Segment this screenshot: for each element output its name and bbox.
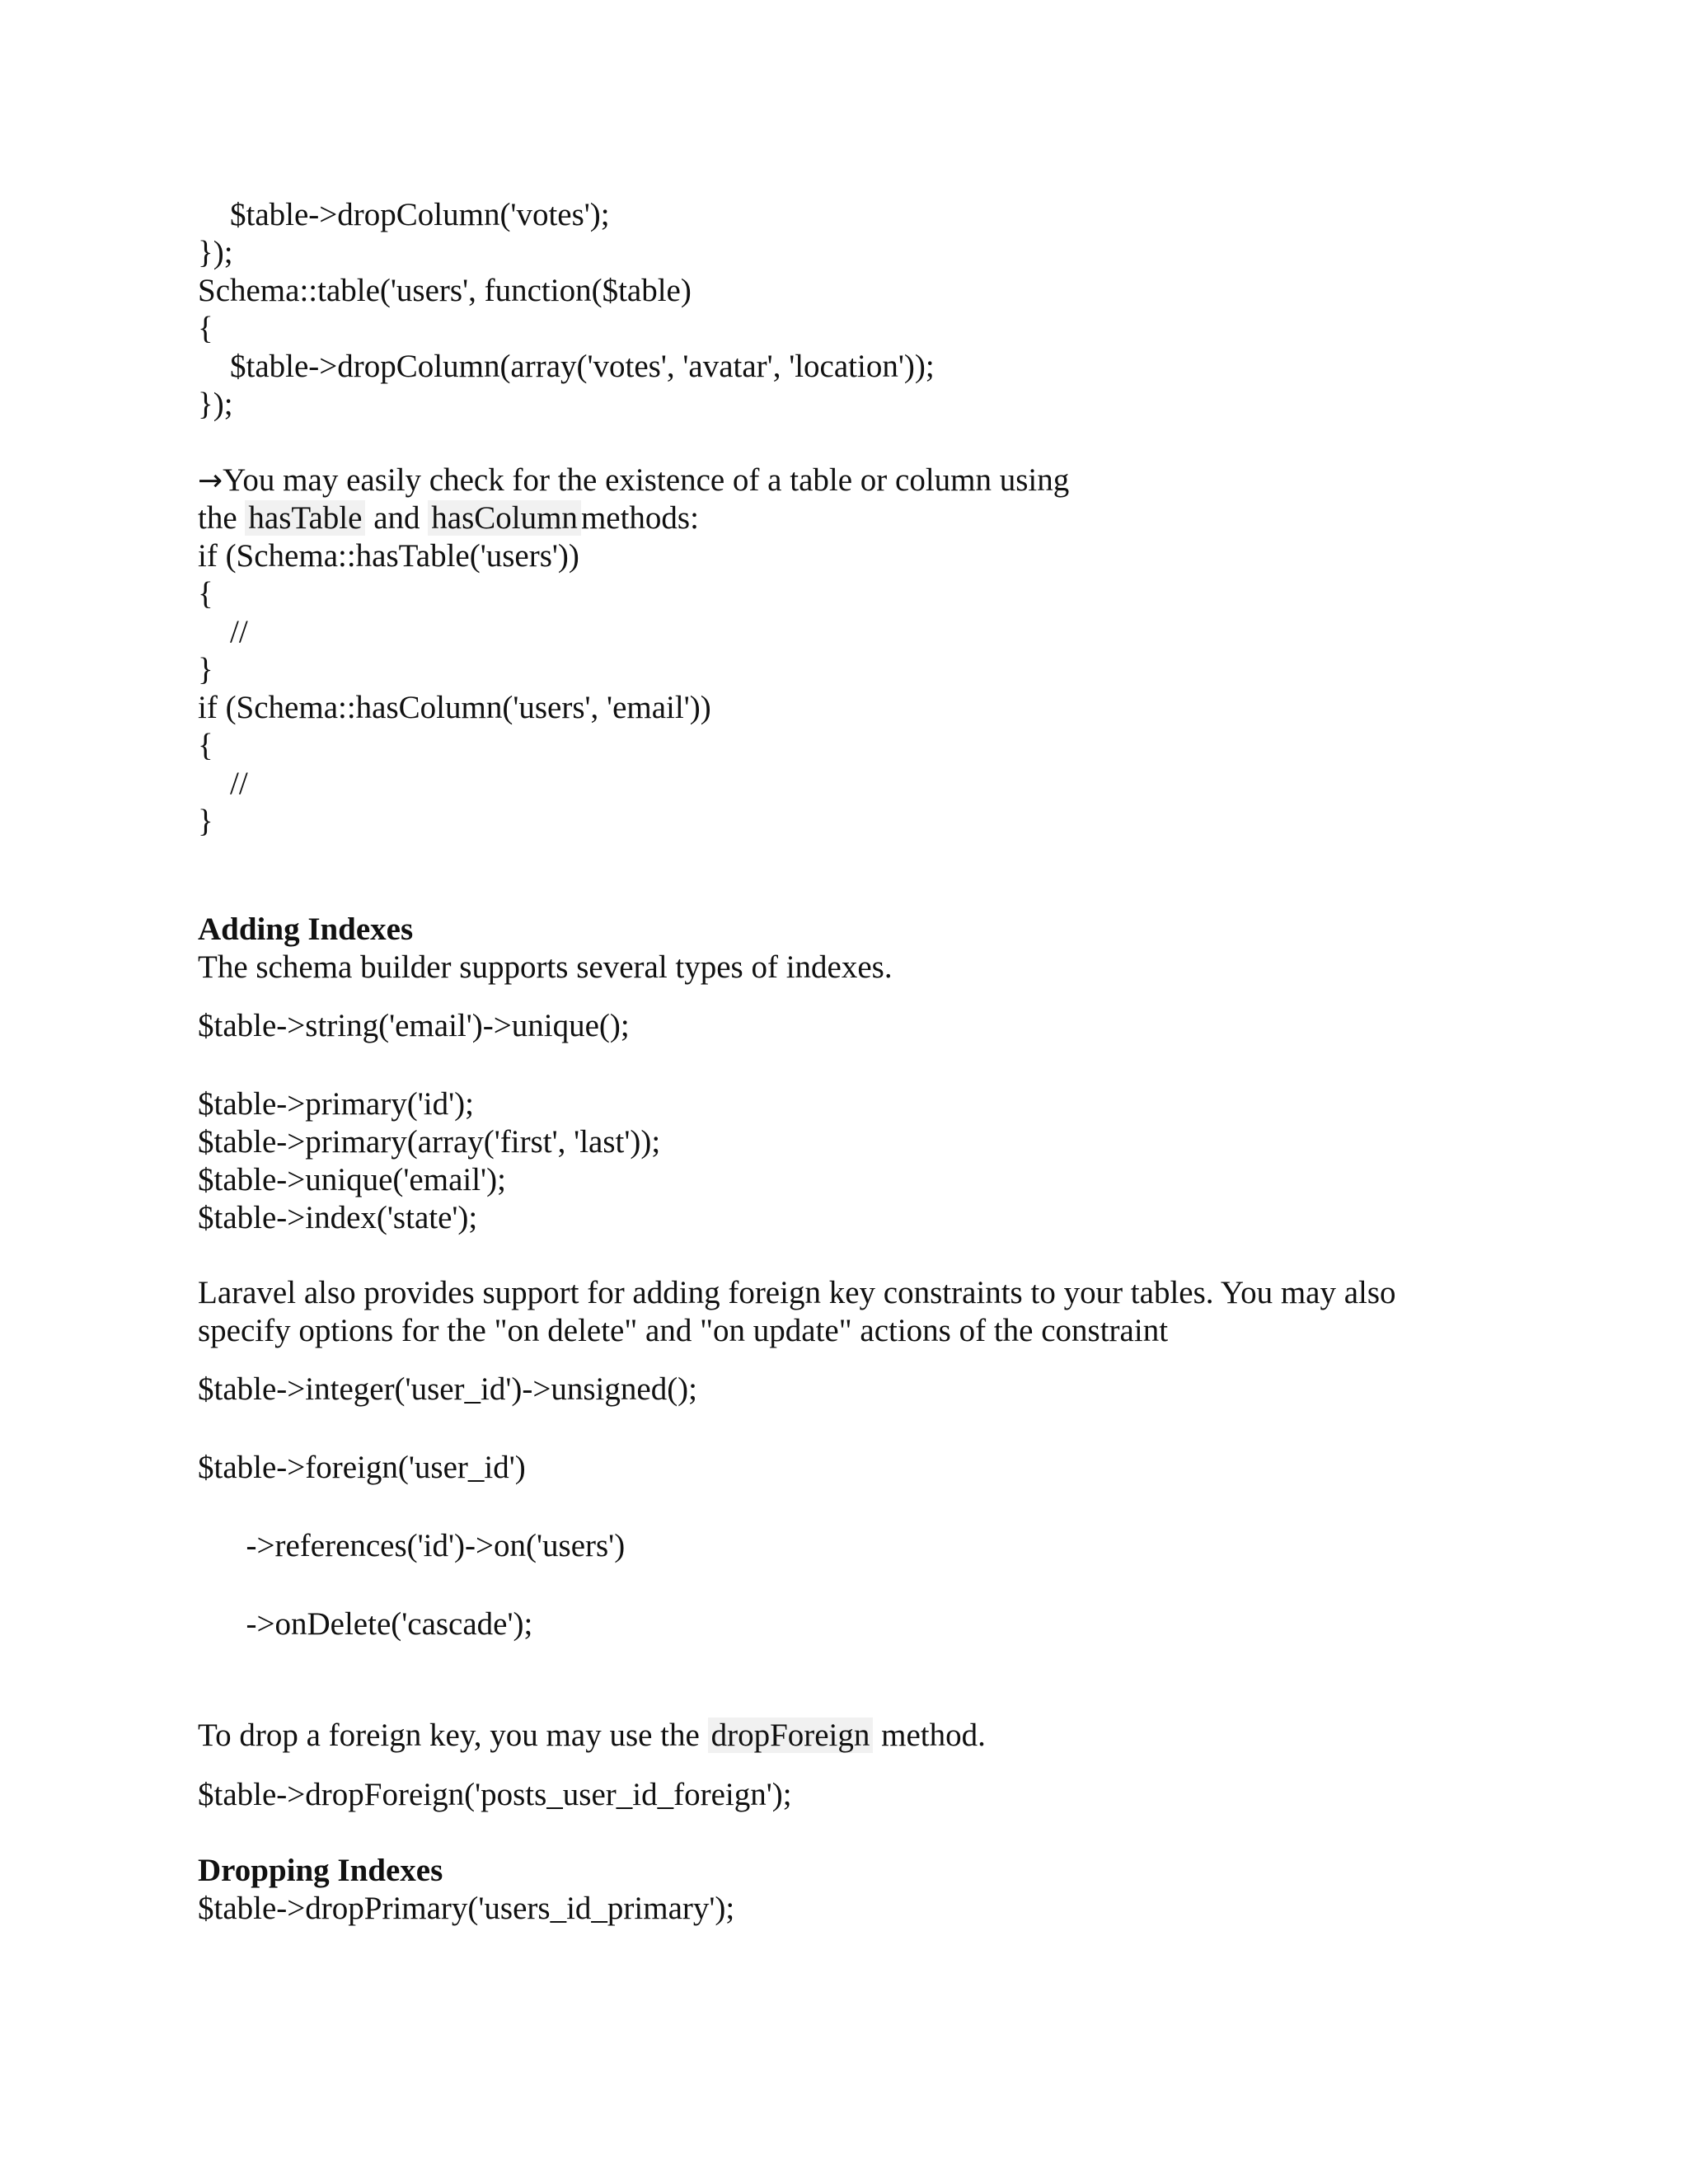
code-line: $table->dropColumn('votes'); — [198, 197, 610, 232]
code-line: if (Schema::hasColumn('users', 'email')) — [198, 690, 711, 725]
code-line: $table->foreign('user_id') — [198, 1450, 526, 1485]
code-line: ->onDelete('cascade'); — [198, 1606, 533, 1642]
code-line: }); — [198, 387, 233, 422]
code-line: if (Schema::hasTable('users')) — [198, 538, 579, 574]
code-line: { — [198, 311, 213, 346]
foreign-keys-paragraph-line-1: Laravel also provides support for adding foreign key constraints to your tables. You may also — [198, 1275, 1396, 1310]
code-line: $table->dropPrimary('users_id_primary'); — [198, 1891, 735, 1926]
code-line: // — [198, 766, 248, 801]
drop-foreign-prefix: To drop a foreign key, you may use the — [198, 1718, 708, 1753]
section-heading-adding-indexes: Adding Indexes — [198, 912, 414, 947]
code-line: $table->primary(array('first', 'last')); — [198, 1124, 661, 1160]
code-line: $table->unique('email'); — [198, 1162, 506, 1197]
code-line: { — [198, 728, 213, 763]
foreign-keys-paragraph-line-2: specify options for the "on delete" and "on update" actions of the constraint — [198, 1313, 1169, 1348]
existence-text: You may easily check for the existence of a table or column using — [223, 462, 1070, 498]
code-line: Schema::table('users', function($table) — [198, 273, 692, 308]
code-line: $table->dropForeign('posts_user_id_foreign'); — [198, 1777, 792, 1812]
method-drop-foreign: dropForeign — [708, 1718, 874, 1753]
existence-line-1 — [198, 462, 1069, 500]
existence-line-2 — [198, 499, 699, 537]
adding-indexes-intro: The schema builder supports several types of indexes. — [198, 949, 893, 985]
code-line: ->references('id')->on('users') — [198, 1528, 626, 1563]
drop-foreign-suffix: method. — [873, 1718, 986, 1753]
arrow-right-icon: → — [198, 464, 223, 498]
code-line: }); — [198, 235, 233, 270]
code-line: // — [198, 614, 248, 649]
existence-prefix: the — [198, 500, 246, 536]
method-has-column: hasColumn — [428, 500, 581, 536]
code-line: $table->string('email')->unique(); — [198, 1008, 630, 1043]
code-line: $table->primary('id'); — [198, 1086, 474, 1122]
existence-mid: and — [365, 500, 429, 536]
code-line: { — [198, 576, 213, 612]
method-has-table: hasTable — [245, 500, 365, 536]
code-line: } — [198, 652, 213, 687]
existence-suffix: methods: — [580, 500, 699, 536]
code-line: $table->dropColumn(array('votes', 'avatar', 'location')); — [198, 349, 935, 384]
code-line: $table->index('state'); — [198, 1200, 478, 1235]
section-heading-dropping-indexes: Dropping Indexes — [198, 1853, 443, 1888]
code-line: } — [198, 804, 213, 839]
code-line: $table->integer('user_id')->unsigned(); — [198, 1371, 698, 1407]
drop-foreign-sentence — [198, 1717, 986, 1755]
